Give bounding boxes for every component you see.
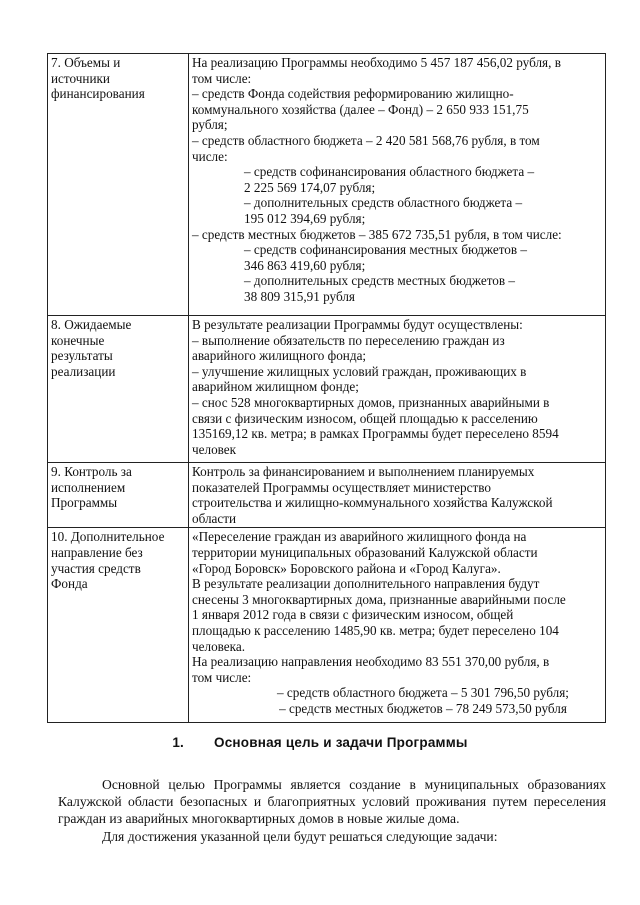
text-line: строительства и жилищно-коммунального хозяйства Калужской bbox=[192, 495, 553, 511]
text-line: человек bbox=[192, 441, 237, 457]
label-line: результаты bbox=[51, 348, 113, 364]
row-label-additional bbox=[48, 528, 189, 723]
row-label-financing bbox=[48, 54, 189, 316]
text-line: На реализацию Программы необходимо 5 457 187 456,02 рубля, в bbox=[192, 55, 561, 70]
text-line: 2 225 569 174,07 рубля; bbox=[244, 179, 376, 195]
text-line: – дополнительных средств областного бюджета – bbox=[244, 195, 523, 211]
section-title: Основная цель и задачи Программы bbox=[214, 735, 468, 750]
text-line: – улучшение жилищных условий граждан, проживающих в bbox=[192, 363, 527, 379]
program-passport-table bbox=[47, 53, 606, 723]
paragraph-goal: Основной целью Программы является создание в муниципальных образованиях Калужской области безопасных и благоприятных условий проживания путем переселения граждан из аварийных многоквартирных домов в новые жилые дома. bbox=[58, 777, 606, 826]
text-line: 195 012 394,69 рубля; bbox=[244, 210, 366, 226]
text-line: – средств местных бюджетов – 78 249 573,50 рубля bbox=[279, 700, 567, 716]
text-line: снесены 3 многоквартирных дома, признанные аварийными после bbox=[192, 591, 566, 607]
text-line: аварийного жилищного фонда; bbox=[192, 348, 367, 364]
label-line: финансирования bbox=[51, 86, 145, 102]
table-row-additional-direction bbox=[48, 528, 606, 723]
text-line: аварийном жилищном фонде; bbox=[192, 379, 359, 395]
text-line: территории муниципальных образований Калужской области bbox=[192, 544, 538, 560]
text-line: – средств областного бюджета – 5 301 796,50 рубля; bbox=[277, 685, 569, 701]
label-line: исполнением bbox=[51, 479, 126, 495]
table-row-financing bbox=[48, 54, 606, 316]
text-line: том числе: bbox=[192, 669, 252, 685]
text-line: – средств софинансирования местных бюджетов – bbox=[244, 242, 528, 258]
label-line: 9. Контроль за bbox=[51, 464, 132, 479]
label-line: реализации bbox=[51, 363, 116, 379]
text-line: площадью к расселению 1485,90 кв. метра; будет переселено 104 bbox=[192, 622, 559, 638]
table-row-control bbox=[48, 463, 606, 528]
label-line: 7. Объемы и bbox=[51, 55, 121, 70]
label-line: 8. Ожидаемые bbox=[51, 317, 132, 332]
label-line: 10. Дополнительное bbox=[51, 529, 165, 545]
row-content-control bbox=[189, 463, 606, 528]
text-line: человека. bbox=[192, 638, 246, 654]
text-line: 346 863 419,60 рубля; bbox=[244, 257, 366, 273]
text-line: области bbox=[192, 510, 237, 526]
label-line: направление без bbox=[51, 544, 143, 560]
row-content-additional bbox=[189, 528, 606, 723]
table-row-results bbox=[48, 316, 606, 463]
text-line: числе: bbox=[192, 148, 228, 164]
section-number: 1. bbox=[172, 735, 185, 750]
label-line: Программы bbox=[51, 495, 118, 511]
section-heading bbox=[0, 735, 640, 750]
label-line: участия средств bbox=[51, 560, 141, 576]
text-line: – дополнительных средств местных бюджетов – bbox=[244, 273, 516, 289]
text-line: 1 января 2012 года в связи с физическим износом, общей bbox=[192, 607, 514, 623]
text-line: – средств Фонда содействия реформированию жилищно- bbox=[192, 86, 514, 102]
row-content-results bbox=[189, 316, 606, 463]
text-line: – средств софинансирования областного бюджета – bbox=[244, 164, 535, 180]
row-label-control bbox=[48, 463, 189, 528]
text-line: 135169,12 кв. метра; в рамках Программы будет переселено 8594 bbox=[192, 426, 559, 442]
text-line: «Переселение граждан из аварийного жилищного фонда на bbox=[192, 529, 527, 545]
row-content-financing bbox=[189, 54, 606, 316]
text-line: показателей Программы осуществляет министерство bbox=[192, 479, 491, 495]
text-line: На реализацию направления необходимо 83 551 370,00 рубля, в bbox=[192, 654, 550, 670]
text-line: – средств областного бюджета – 2 420 581 568,76 рубля, в том bbox=[192, 132, 540, 148]
row-label-results bbox=[48, 316, 189, 463]
text-line: – снос 528 многоквартирных домов, признанных аварийными в bbox=[192, 394, 550, 410]
text-line: рубля; bbox=[192, 117, 228, 133]
text-line: В результате реализации Программы будут осуществлены: bbox=[192, 317, 523, 332]
text-line: В результате реализации дополнительного направления будут bbox=[192, 576, 540, 592]
text-line: связи с физическим износом, общей площадью к расселению bbox=[192, 410, 538, 426]
text-line: «Город Боровск» Боровского района и «Город Калуга». bbox=[192, 560, 501, 576]
label-line: Фонда bbox=[51, 576, 88, 592]
text-line: 38 809 315,91 рубля bbox=[244, 288, 355, 304]
label-line: источники bbox=[51, 70, 110, 86]
text-line: – выполнение обязательств по переселению граждан из bbox=[192, 332, 505, 348]
text-line: – средств местных бюджетов – 385 672 735,51 рубля, в том числе: bbox=[192, 226, 562, 242]
text-line: коммунального хозяйства (далее – Фонд) – 2 650 933 151,75 bbox=[192, 101, 529, 117]
text-line: том числе: bbox=[192, 70, 252, 86]
text-line: Контроль за финансированием и выполнением планируемых bbox=[192, 464, 535, 479]
paragraph-tasks-intro: Для достижения указанной цели будут решаться следующие задачи: bbox=[102, 829, 498, 844]
label-line: конечные bbox=[51, 332, 105, 348]
